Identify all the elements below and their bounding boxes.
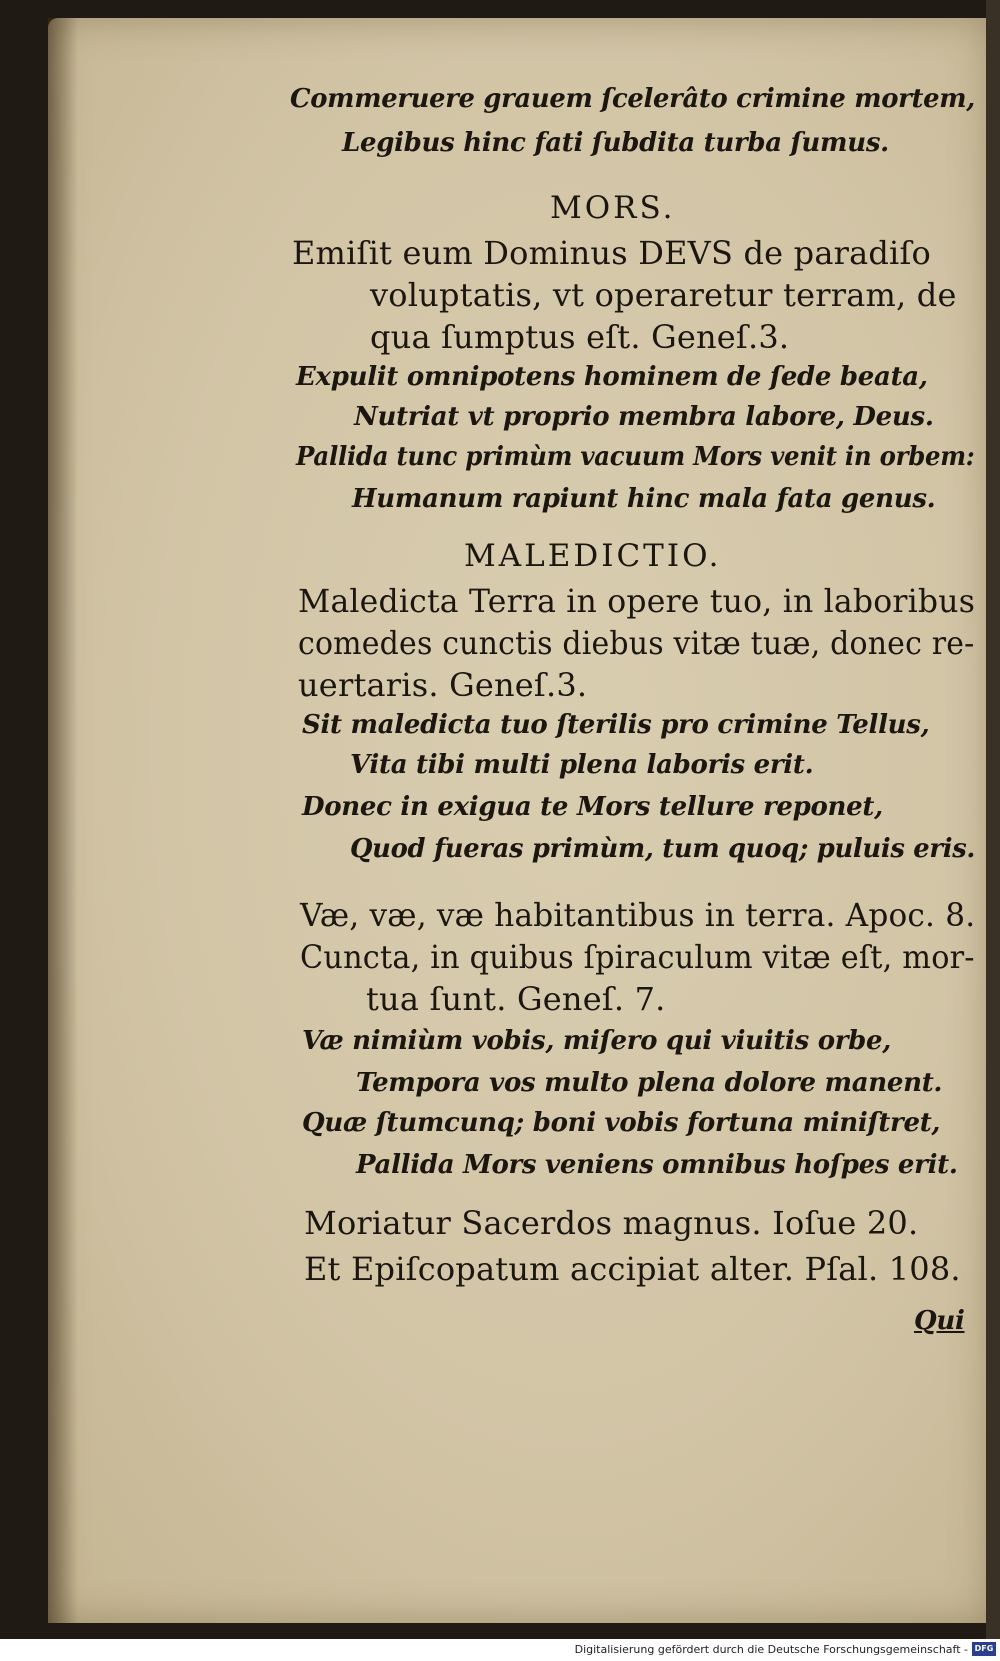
page-gutter-shadow [48, 18, 78, 1623]
prose-line: Væ, væ, væ habitantibus in terra. Apoc. 8. [300, 896, 976, 934]
verse-line: Nutriat vt proprio membra labore, Deus. [354, 402, 934, 432]
verse-line: Vita tibi multi plena laboris erit. [350, 750, 814, 780]
prose-line: Emiſit eum Dominus DEVS de paradiſo [292, 234, 931, 272]
digitization-footer [0, 1639, 1000, 1661]
prose-line: Moriatur Sacerdos magnus. Ioſue 20. [304, 1204, 919, 1242]
catchword: Qui [914, 1306, 965, 1336]
verse-line: Expulit omnipotens hominem de ſede beata, [296, 362, 928, 392]
verse-line: Humanum rapiunt hinc mala fata genus. [352, 484, 936, 514]
verse-line: Donec in exigua te Mors tellure reponet, [302, 792, 883, 822]
verse-line: Legibus hinc fati ſubdita turba ſumus. [342, 128, 889, 158]
prose-line: Maledicta Terra in opere tuo, in laboribus [298, 582, 976, 620]
prose-line: Cuncta, in quibus ſpiraculum vitæ eſt, mor- [300, 938, 975, 976]
prose-line: tua ſunt. Geneſ. 7. [366, 980, 666, 1018]
verse-line: Tempora vos multo plena dolore manent. [356, 1068, 943, 1098]
verse-line: Pallida Mors veniens omnibus hoſpes erit. [356, 1150, 958, 1180]
page-edge [986, 0, 1000, 1661]
verse-line: Quod fueras primùm, tum quoq; puluis eris. [350, 834, 976, 864]
verse-line: Sit maledicta tuo ſterilis pro crimine Tellus, [302, 710, 930, 740]
verse-line: Commeruere grauem ſcelerâto crimine mortem, [290, 84, 975, 114]
verse-line: Væ nimiùm vobis, miſero qui viuitis orbe, [302, 1026, 892, 1056]
prose-line: voluptatis, vt operaretur terram, de [370, 276, 957, 314]
dfg-logo: DFG [972, 1642, 996, 1656]
verse-line: Quæ ſtumcunq; boni vobis fortuna miniſtret, [302, 1108, 941, 1138]
prose-line: uertaris. Geneſ.3. [298, 666, 588, 704]
prose-line: Et Epiſcopatum accipiat alter. Pſal. 108. [304, 1250, 961, 1288]
prose-line: qua ſumptus eſt. Geneſ.3. [370, 318, 790, 356]
section-heading: MORS. [550, 190, 676, 226]
footer-credit: Digitalisierung gefördert durch die Deutsche Forschungsgemeinschaft - [574, 1643, 968, 1656]
prose-line: comedes cunctis diebus vitæ tuæ, donec re- [298, 624, 975, 662]
verse-line: Pallida tunc primùm vacuum Mors venit in orbem: [296, 442, 975, 472]
section-heading: MALEDICTIO. [464, 538, 722, 574]
